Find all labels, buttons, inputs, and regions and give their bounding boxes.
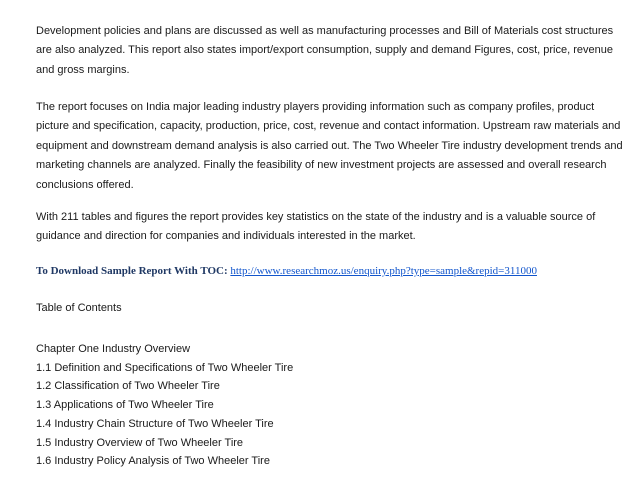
download-sample-link[interactable]: http://www.researchmoz.us/enquiry.php?type=sample&repid=311000 bbox=[230, 265, 537, 277]
toc-item-1-4: 1.4 Industry Chain Structure of Two Wheeler Tire bbox=[36, 417, 274, 430]
toc-item-1-6: 1.6 Industry Policy Analysis of Two Wheeler Tire bbox=[36, 455, 270, 468]
toc-item-1-2: 1.2 Classification of Two Wheeler Tire bbox=[36, 380, 220, 393]
toc-list bbox=[36, 340, 293, 471]
toc-item-1-3: 1.3 Applications of Two Wheeler Tire bbox=[36, 399, 214, 412]
paragraph-statistics: With 211 tables and figures the report provides key statistics on the state of the industry and is a valuable source of guidance and direction for companies and individuals interested in the market. bbox=[36, 211, 596, 243]
toc-item-chapter-one: Chapter One Industry Overview bbox=[36, 343, 191, 355]
toc-item-1-1: 1.1 Definition and Specifications of Two Wheeler Tire bbox=[36, 361, 294, 374]
download-label: To Download Sample Report With TOC: bbox=[36, 265, 228, 277]
toc-heading: Table of Contents bbox=[36, 302, 122, 314]
paragraph-policies: Development policies and plans are discussed as well as manufacturing processes and Bill of Materials cost structures are also analyzed. This report also states import/export consumption, supply and demand Figures, cost, price, revenue and gross margins. bbox=[36, 25, 614, 76]
download-sample-line bbox=[36, 262, 626, 281]
paragraph-industry-players: The report focuses on India major leading industry players providing information such as company profiles, product picture and specification, capacity, production, price, cost, revenue and contact information. Upstream raw materials and equipment and downstream demand analysis is also carried out. The Two Wheeler Tire industry development trends and marketing channels are analyzed. Finally the feasibility of new investment projects are assessed and overall research conclusions offered. bbox=[36, 101, 623, 191]
toc-item-1-5: 1.5 Industry Overview of Two Wheeler Tire bbox=[36, 436, 244, 449]
